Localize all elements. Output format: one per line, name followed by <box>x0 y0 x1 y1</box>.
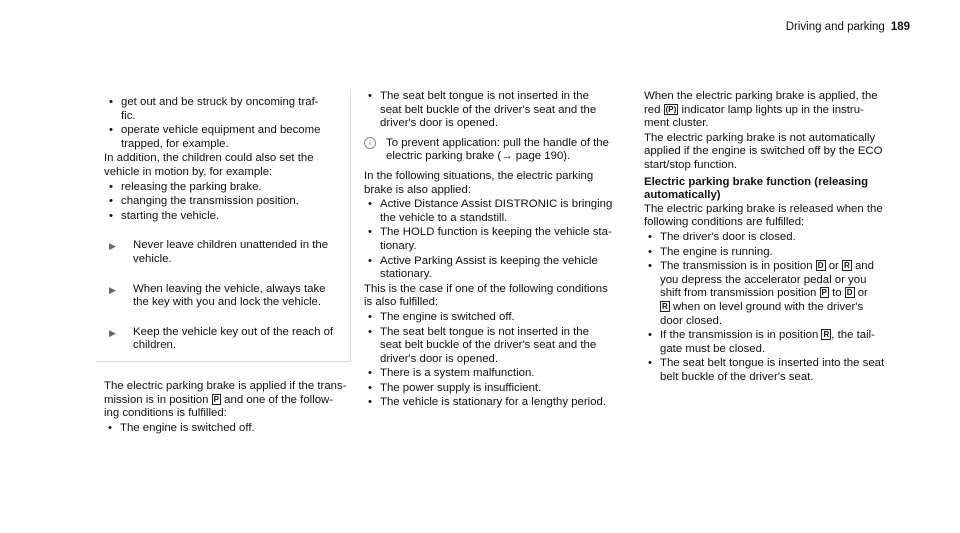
column-2 <box>356 90 622 411</box>
list-item: • operate vehicle equipment and become trapped, for example. <box>109 124 321 150</box>
arrow-right-icon: ▶ <box>109 241 116 252</box>
transmission-d-icon: D <box>817 261 824 271</box>
list-item: • The engine is switched off. <box>368 310 515 323</box>
section-heading: Electric parking brake function (releasing automatically) <box>644 175 869 202</box>
section-title: Driving and parking <box>785 21 885 33</box>
list-item: • The seat belt tongue is inserted into the seat belt buckle of the driver's seat. <box>648 357 885 383</box>
warning-box <box>96 90 351 362</box>
paragraph: This is the case if one of the following conditions is also fulfilled: <box>364 282 608 309</box>
warning-item: ▶ When leaving the vehicle, always take the key with you and lock the vehicle. <box>109 282 326 309</box>
list-item: • Active Parking Assist is keeping the vehicle stationary. <box>368 254 598 281</box>
list-item: • The seat belt tongue is not inserted in the seat belt buckle of the driver's seat and the driver's door is opened. <box>368 90 597 130</box>
list-item: • The seat belt tongue is not inserted in the seat belt buckle of the driver's seat and the driver's door is opened. <box>368 325 597 365</box>
paragraph: The electric parking brake is released when the following conditions are fulfilled: <box>644 202 883 229</box>
transmission-d-icon: D <box>846 288 853 298</box>
paragraph: In the following situations, the electric parking brake is also applied: <box>364 169 594 196</box>
list-item: • The driver's door is closed. <box>648 230 796 243</box>
transmission-r-icon: R <box>823 330 830 340</box>
list-item: • Active Distance Assist DISTRONIC is bringing the vehicle to a standstill. <box>368 198 613 224</box>
paragraph: When the electric parking brake is applied, the red (P) indicator lamp lights up in the instru- ment cluster. <box>644 90 878 130</box>
list-item: • The power supply is insufficient. <box>368 381 542 394</box>
parking-brake-indicator-icon: (P) <box>665 104 677 114</box>
paragraph: In addition, the children could also set the vehicle in motion by, for example: <box>104 152 314 178</box>
arrow-right-icon: ▶ <box>109 327 116 338</box>
list-item: • releasing the parking brake. <box>109 180 262 193</box>
warning-item: ▶ Never leave children unattended in the vehicle. <box>109 239 329 265</box>
list-item: • The engine is running. <box>648 245 773 258</box>
arrow-right-icon: ▶ <box>109 284 116 295</box>
list-item: • The HOLD function is keeping the vehicle sta- tionary. <box>368 226 612 252</box>
transmission-p-icon: P <box>821 288 827 298</box>
transmission-r-icon: R <box>662 301 668 311</box>
list-item: • There is a system malfunction. <box>368 367 535 380</box>
list-item: • The transmission is in position D or R and you depress the accelerator pedal or you shift from transmission position P to D or R when on level ground with the driver's door closed. <box>648 260 874 327</box>
list-item: • changing the transmission position. <box>109 195 299 208</box>
warning-item: ▶ Keep the vehicle key out of the reach of children. <box>109 325 334 352</box>
paragraph: The electric parking brake is applied if the trans- mission is in position P and one of the follow- ing conditions is fulfilled: <box>104 379 347 420</box>
list-item: • The engine is switched off. <box>108 421 255 434</box>
transmission-p-icon: P <box>213 394 219 404</box>
info-note: i To prevent application: pull the handle of the electric parking brake (→ page 190). <box>356 137 622 164</box>
column-1 <box>96 90 350 436</box>
paragraph: The electric parking brake is not automatically applied if the engine is switched off by the ECO start/stop function. <box>644 131 883 171</box>
list-item: • The vehicle is stationary for a lengthy period. <box>368 396 607 409</box>
page-number: 189 <box>890 21 910 33</box>
list-item: • get out and be struck by oncoming traf- fic. <box>109 96 319 122</box>
list-item: • If the transmission is in position R , the tail- gate must be closed. <box>648 329 875 355</box>
transmission-r-icon: R <box>844 261 850 271</box>
list-item: • starting the vehicle. <box>109 209 220 222</box>
page-header <box>786 21 910 35</box>
info-icon: i <box>364 137 376 149</box>
column-3 <box>636 90 902 385</box>
